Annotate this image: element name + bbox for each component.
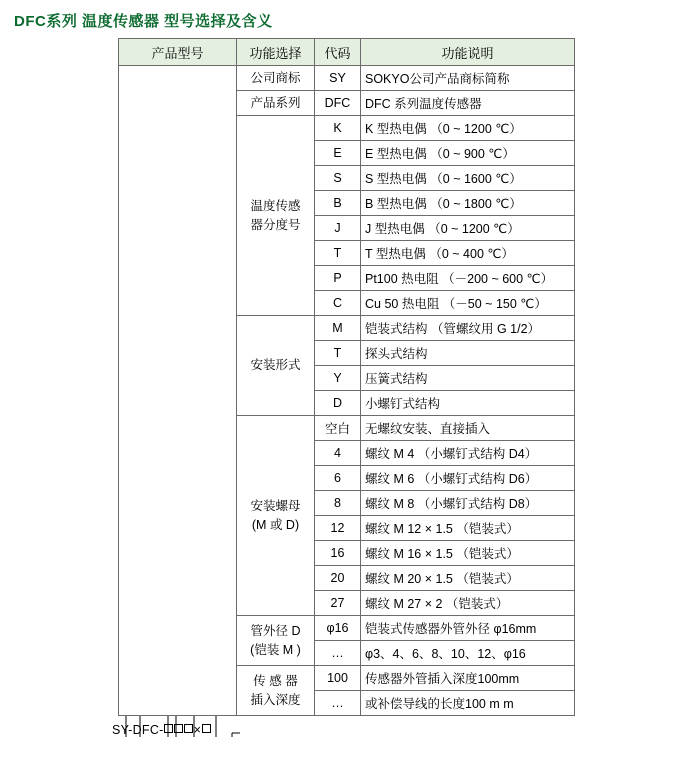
code-cell: 4 xyxy=(315,441,361,466)
model-box-4 xyxy=(202,724,211,733)
description-cell: 螺纹 M 16 × 1.5 （铠装式） xyxy=(361,541,575,566)
spec-table xyxy=(118,38,575,716)
code-cell: 100 xyxy=(315,666,361,691)
header-function: 功能选择 xyxy=(237,39,315,66)
function-cell: 安装螺母 (M 或 D) xyxy=(237,416,315,616)
code-cell: E xyxy=(315,141,361,166)
code-cell: T xyxy=(315,241,361,266)
description-cell: E 型热电偶 （0 ~ 900 ℃） xyxy=(361,141,575,166)
code-cell: C xyxy=(315,291,361,316)
model-box-2 xyxy=(174,724,183,733)
description-cell: 螺纹 M 27 × 2 （铠装式） xyxy=(361,591,575,616)
description-cell: φ3、4、6、8、10、12、φ16 xyxy=(361,641,575,666)
description-cell: SOKYO公司产品商标简称 xyxy=(361,66,575,91)
description-cell: J 型热电偶 （0 ~ 1200 ℃） xyxy=(361,216,575,241)
description-cell: 铠装式传感器外管外径 φ16mm xyxy=(361,616,575,641)
description-cell: B 型热电偶 （0 ~ 1800 ℃） xyxy=(361,191,575,216)
code-cell: SY xyxy=(315,66,361,91)
description-cell: Cu 50 热电阻 （－50 ~ 150 ℃） xyxy=(361,291,575,316)
description-cell: 传感器外管插入深度100mm xyxy=(361,666,575,691)
code-cell: 27 xyxy=(315,591,361,616)
description-cell: 螺纹 M 4 （小螺钉式结构 D4） xyxy=(361,441,575,466)
header-model: 产品型号 xyxy=(119,39,237,66)
description-cell: 无螺纹安装、直接插入 xyxy=(361,416,575,441)
code-cell: T xyxy=(315,341,361,366)
function-cell: 公司商标 xyxy=(237,66,315,91)
description-cell: T 型热电偶 （0 ~ 400 ℃） xyxy=(361,241,575,266)
table-header-row xyxy=(119,39,575,66)
code-cell: P xyxy=(315,266,361,291)
description-cell: 铠装式结构 （管螺纹用 G 1/2） xyxy=(361,316,575,341)
description-cell: 探头式结构 xyxy=(361,341,575,366)
description-cell: 螺纹 M 6 （小螺钉式结构 D6） xyxy=(361,466,575,491)
code-cell: φ16 xyxy=(315,616,361,641)
code-cell: Y xyxy=(315,366,361,391)
function-cell: 传 感 器 插入深度 xyxy=(237,666,315,716)
spec-table-body xyxy=(119,66,575,716)
model-bracket-cell xyxy=(119,66,237,716)
description-cell: 螺纹 M 8 （小螺钉式结构 D8） xyxy=(361,491,575,516)
code-cell: M xyxy=(315,316,361,341)
code-cell: S xyxy=(315,166,361,191)
code-cell: 8 xyxy=(315,491,361,516)
code-cell: … xyxy=(315,641,361,666)
model-prefix: SY-DFC- xyxy=(112,723,164,737)
description-cell: Pt100 热电阻 （－200 ~ 600 ℃） xyxy=(361,266,575,291)
description-cell: K 型热电偶 （0 ~ 1200 ℃） xyxy=(361,116,575,141)
description-cell: 螺纹 M 12 × 1.5 （铠装式） xyxy=(361,516,575,541)
table-row xyxy=(119,66,575,91)
model-box-1 xyxy=(164,724,173,733)
function-cell: 产品系列 xyxy=(237,91,315,116)
code-cell: 6 xyxy=(315,466,361,491)
header-description: 功能说明 xyxy=(361,39,575,66)
description-cell: DFC 系列温度传感器 xyxy=(361,91,575,116)
description-cell: 压簧式结构 xyxy=(361,366,575,391)
description-cell: 小螺钉式结构 xyxy=(361,391,575,416)
spec-table-wrapper xyxy=(118,38,574,716)
function-cell: 安装形式 xyxy=(237,316,315,416)
code-cell: 20 xyxy=(315,566,361,591)
function-cell: 管外径 D (铠装 M ) xyxy=(237,616,315,666)
model-suffix: × xyxy=(193,723,202,737)
code-cell: 空白 xyxy=(315,416,361,441)
function-cell: 温度传感 器分度号 xyxy=(237,116,315,316)
code-cell: K xyxy=(315,116,361,141)
description-cell: 或补偿导线的长度100 m m xyxy=(361,691,575,716)
code-cell: DFC xyxy=(315,91,361,116)
code-cell: 16 xyxy=(315,541,361,566)
page-title: DFC系列 温度传感器 型号选择及含义 xyxy=(14,13,273,30)
code-cell: J xyxy=(315,216,361,241)
model-box-3 xyxy=(184,724,193,733)
description-cell: 螺纹 M 20 × 1.5 （铠装式） xyxy=(361,566,575,591)
code-cell: D xyxy=(315,391,361,416)
header-code: 代码 xyxy=(315,39,361,66)
code-cell: … xyxy=(315,691,361,716)
code-cell: 12 xyxy=(315,516,361,541)
model-number-label xyxy=(112,723,211,737)
code-cell: B xyxy=(315,191,361,216)
description-cell: S 型热电偶 （0 ~ 1600 ℃） xyxy=(361,166,575,191)
